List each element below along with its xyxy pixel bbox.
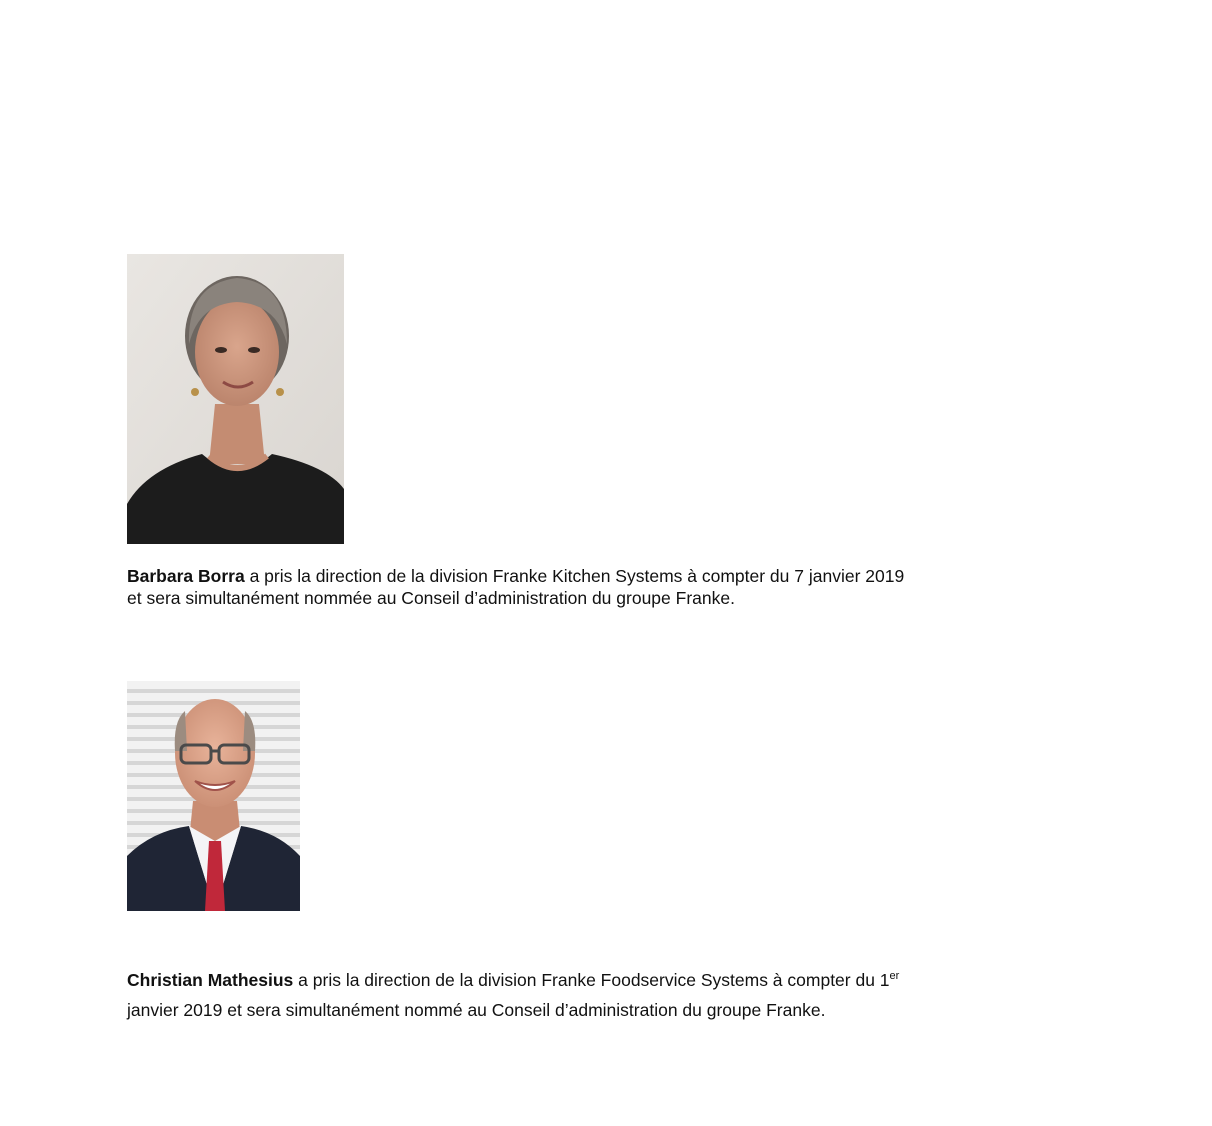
caption-text-line-1: a pris la direction de la division Franke Foodservice Systems à compter du 1	[293, 970, 890, 990]
person-name: Christian Mathesius	[127, 970, 294, 990]
caption-barbara-borra	[127, 565, 987, 609]
caption-christian-mathesius	[127, 965, 987, 1025]
caption-text-line-2: et sera simultanément nommée au Conseil d’administration du groupe Franke.	[127, 588, 735, 608]
superscript-er: er	[889, 970, 900, 982]
caption-text-line-2: janvier 2019 et sera simultanément nommé au Conseil d’administration du groupe Franke.	[127, 1000, 826, 1020]
portrait-photo-christian-mathesius	[127, 681, 300, 911]
person-name: Barbara Borra	[127, 566, 245, 586]
caption-text-line-1: a pris la direction de la division Franke Kitchen Systems à compter du 7 janvier 2019	[244, 566, 905, 586]
portrait-photo-barbara-borra	[127, 254, 344, 544]
